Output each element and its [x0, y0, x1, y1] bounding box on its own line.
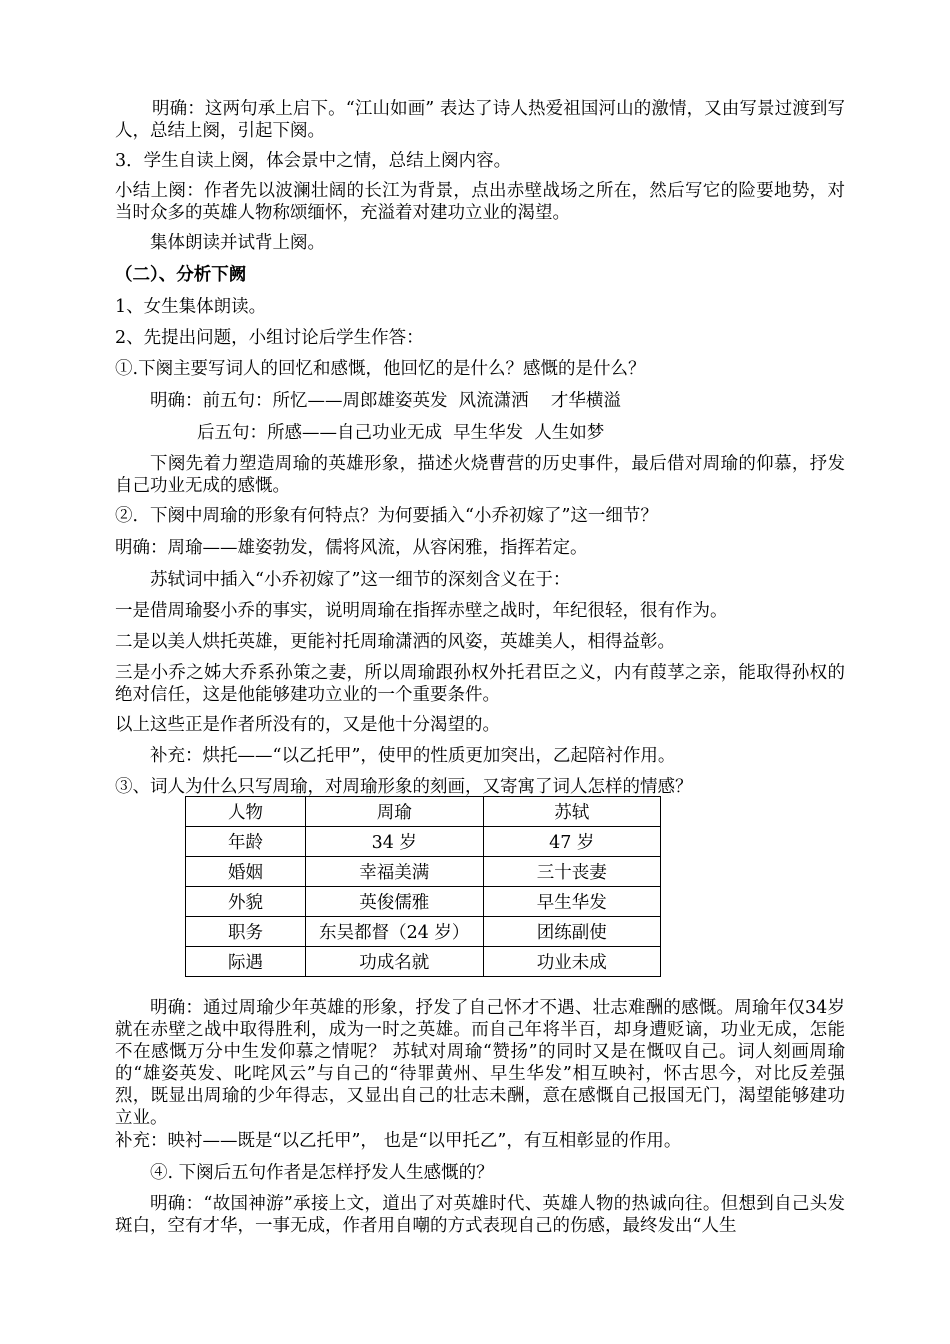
table-cell: 外貌 [186, 887, 306, 917]
paragraph-11: 明确：“故国神游”承接上文，道出了对英雄时代、英雄人物的热诚向往。但想到自己头发斑白，空有才华，一事无成，作者用自嘲的方式表现自己的伤感，最终发出“人生 [115, 1194, 845, 1236]
paragraph-5: 1、女生集体朗读。 [115, 297, 267, 317]
paragraph-4: 集体朗读并试背上阕。 [150, 233, 325, 253]
point-1: 一是借周瑜娶小乔的事实，说明周瑜在指挥赤壁之战时，年纪很轻，很有作为。 [115, 601, 728, 621]
table-cell: 际遇 [186, 947, 306, 977]
answer-1a: 明确：前五句：所忆——周郎雄姿英发 风流潇洒 才华横溢 [150, 391, 621, 411]
point-2: 二是以美人烘托英雄，更能衬托周瑜潇洒的风姿，英雄美人，相得益彰。 [115, 632, 675, 652]
table-header-cell: 人物 [186, 797, 306, 827]
table-header-cell: 苏轼 [483, 797, 660, 827]
paragraph-8: 苏轼词中插入“小乔初嫁了”这一细节的深刻含义在于： [150, 570, 571, 590]
question-2: ②．下阕中周瑜的形象有何特点？为何要插入“小乔初嫁了”这一细节？ [115, 506, 658, 526]
table-cell: 年龄 [186, 827, 306, 857]
paragraph-3: 小结上阕：作者先以波澜壮阔的长江为背景，点出赤壁战场之所在，然后写它的险要地势，对当时众多的英雄人物称颂缅怀，充溢着对建功立业的渴望。 [115, 181, 845, 223]
supplement-1: 补充：烘托——“以乙托甲”，使甲的性质更加突出，乙起陪衬作用。 [150, 746, 676, 766]
point-3: 三是小乔之姊大乔系孙策之妻，所以周瑜跟孙权外托君臣之义，内有葭莩之亲，能取得孙权的绝对信任，这是他能够建功立业的一个重要条件。 [115, 663, 845, 705]
table-row [186, 917, 661, 947]
paragraph-1: 明确：这两句承上启下。“江山如画” 表达了诗人热爱祖国河山的激情，又由写景过渡到写人，总结上阕，引起下阕。 [115, 99, 845, 141]
paragraph-6: 2、先提出问题，小组讨论后学生作答： [115, 328, 424, 348]
table-header-row [186, 797, 661, 827]
table-row [186, 827, 661, 857]
paragraph-2: 3．学生自读上阕，体会景中之情，总结上阕内容。 [115, 151, 512, 171]
paragraph-10: 明确：通过周瑜少年英雄的形象，抒发了自己怀才不遇、壮志难酬的感慨。周瑜年仅34岁就在赤壁之战中取得胜利，成为一时之英雄。而自己年将半百，却身遭贬谪，功业无成，怎能不在感慨万分中生发仰慕之情呢？ 苏轼对周瑜“赞扬”的同时又是在慨叹自己。词人刻画周瑜的“雄姿英发、叱咤风云”与自己的“待罪黄州、早生华发”相互映衬，怀古思今，对比反差强烈，既显出周瑜的少年得志，又显出自己的壮志未酬，意在感慨自己报国无门，渴望能够建功立业。 [115, 998, 845, 1128]
table-cell: 早生华发 [483, 887, 660, 917]
question-1: ①.下阕主要写词人的回忆和感慨，他回忆的是什么？感慨的是什么？ [115, 359, 646, 379]
table-header-cell: 周瑜 [305, 797, 483, 827]
table-cell: 34 岁 [305, 827, 483, 857]
table-cell: 功业未成 [483, 947, 660, 977]
question-4: ④. 下阕后五句作者是怎样抒发人生感慨的？ [150, 1163, 494, 1183]
table-cell: 东吴都督（24 岁） [305, 917, 483, 947]
table-cell: 功成名就 [305, 947, 483, 977]
table-row [186, 947, 661, 977]
answer-2: 明确：周瑜——雄姿勃发，儒将风流，从容闲雅，指挥若定。 [115, 538, 588, 558]
table-cell: 47 岁 [483, 827, 660, 857]
table-cell: 幸福美满 [305, 857, 483, 887]
section-heading: （二）、分析下阙 [115, 265, 247, 285]
table-cell: 职务 [186, 917, 306, 947]
paragraph-7: 下阕先着力塑造周瑜的英雄形象，描述火烧曹营的历史事件，最后借对周瑜的仰慕，抒发自己功业无成的感慨。 [115, 454, 845, 496]
paragraph-9: 以上这些正是作者所没有的，又是他十分渴望的。 [115, 715, 500, 735]
comparison-table [185, 796, 661, 977]
table-row [186, 857, 661, 887]
table-cell: 三十丧妻 [483, 857, 660, 887]
table-cell: 英俊儒雅 [305, 887, 483, 917]
question-3: ③、词人为什么只写周瑜，对周瑜形象的刻画，又寄寓了词人怎样的情感？ [115, 777, 693, 797]
table-cell: 团练副使 [483, 917, 660, 947]
table-row [186, 887, 661, 917]
answer-1b: 后五句：所感——自己功业无成 早生华发 人生如梦 [197, 423, 605, 443]
supplement-2: 补充：映衬——既是“以乙托甲”， 也是“以甲托乙”，有互相彰显的作用。 [115, 1131, 682, 1151]
table-cell: 婚姻 [186, 857, 306, 887]
